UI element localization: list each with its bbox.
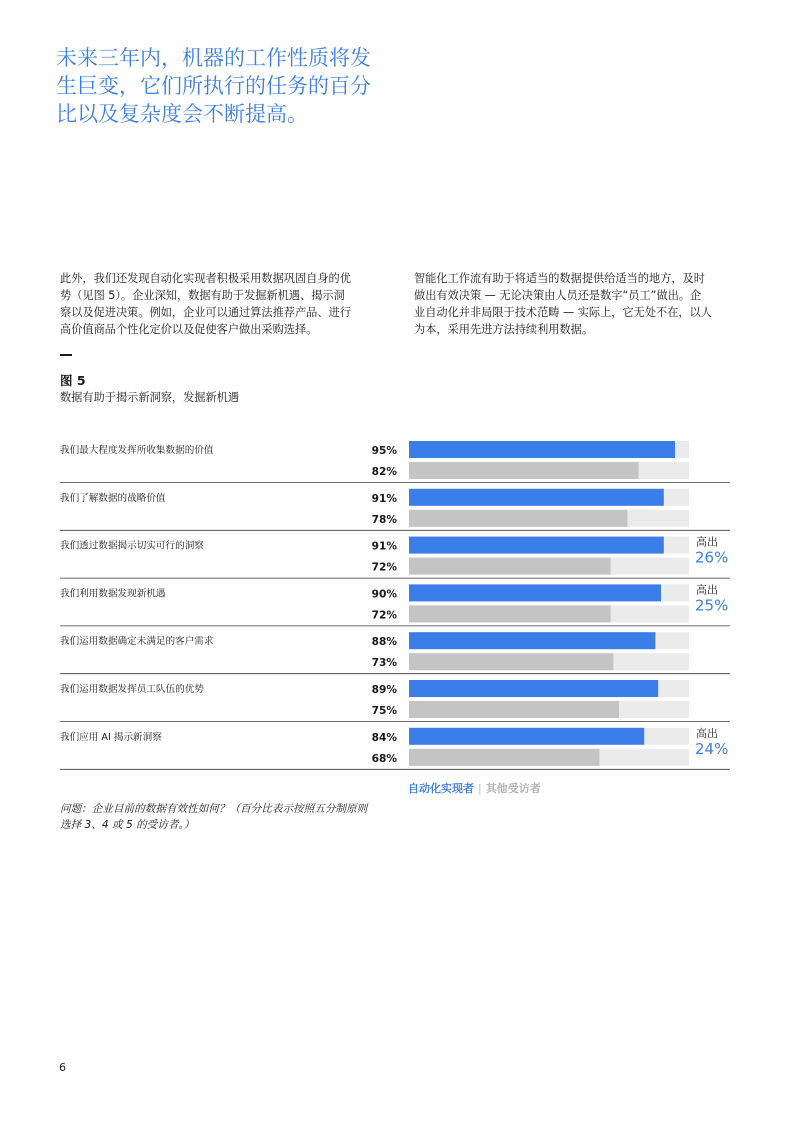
bar	[409, 701, 619, 718]
body-right-line: 做出有效决策 — 无论决策由人员还是数字“员工”做出。企	[414, 289, 702, 302]
data-label: 82%	[371, 466, 397, 478]
body-left-line: 此外，我们还发现自动化实现者积极采用数据巩固自身的优	[60, 272, 351, 285]
annotation-value: 25%	[695, 596, 729, 615]
body-left-line: 察以及促进决策。例如，企业可以通过算法推荐产品、进行	[60, 306, 351, 319]
figure-label: 图 5	[60, 373, 86, 388]
annotation-label: 高出	[696, 583, 718, 597]
category-label: 我们透过数据揭示切实可行的洞察	[60, 540, 204, 552]
data-label: 72%	[371, 561, 397, 574]
legend-item-other-respondents: 其他受访者	[485, 782, 541, 795]
headline-line-2: 生巨变，它们所执行的任务的百分	[56, 74, 371, 98]
bar	[409, 489, 664, 506]
data-label: 75%	[371, 705, 397, 717]
body-left-line: 高价值商品个性化定价以及促使客户做出采购选择。	[60, 323, 318, 336]
body-left-line: 势（见图 5）。企业深知，数据有助于发掘新机遇、揭示洞	[60, 289, 345, 302]
page-number: 6	[59, 1061, 66, 1074]
data-label: 90%	[371, 588, 397, 601]
data-label: 88%	[371, 636, 397, 649]
annotation-value: 24%	[695, 739, 729, 758]
data-label: 91%	[371, 492, 397, 505]
survey-question-note	[60, 801, 420, 833]
category-label: 我们最大程度发挥所收集数据的价值	[60, 445, 214, 456]
data-label: 68%	[371, 752, 397, 765]
headline-line-3: 比以及复杂度会不断提高。	[56, 102, 308, 126]
bar	[409, 605, 611, 622]
data-label: 89%	[371, 684, 397, 696]
legend-separator: |	[478, 782, 482, 795]
annotation-label: 高出	[696, 726, 718, 740]
bar	[409, 584, 661, 601]
annotation-label: 高出	[696, 535, 718, 549]
data-label: 73%	[371, 657, 397, 670]
body-right-line: 业自动化并非局限于技术范畴 — 实际上，它无处不在，以人	[414, 306, 712, 319]
bar	[409, 462, 639, 479]
legend-item-automation-achievers: 自动化实现者	[408, 782, 474, 795]
data-label: 95%	[371, 445, 397, 457]
bar	[409, 632, 655, 649]
body-right-line: 为本，采用先进方法持续利用数据。	[414, 323, 594, 336]
data-label: 72%	[371, 609, 397, 622]
bar	[409, 653, 613, 670]
annotation-value: 26%	[695, 548, 729, 567]
question-line-1: 问题：企业目前的数据有效性如何？（百分比表示按照五分制原则	[60, 803, 368, 815]
chart-legend	[408, 780, 541, 796]
headline-line-1: 未来三年内，机器的工作性质将发	[56, 46, 371, 70]
bar	[409, 441, 675, 458]
figure-subtitle: 数据有助于揭示新洞察，发掘新机遇	[60, 391, 240, 404]
category-label: 我们运用数据确定未满足的客户需求	[60, 636, 214, 648]
bar	[409, 728, 644, 745]
data-label: 78%	[371, 513, 397, 526]
category-label: 我们利用数据发现新机遇	[60, 588, 166, 600]
category-label: 我们了解数据的战略价值	[60, 492, 166, 504]
body-right-line: 智能化工作流有助于将适当的数据提供给适当的地方，及时	[414, 272, 705, 285]
data-label: 84%	[371, 731, 397, 744]
bar	[409, 680, 658, 697]
data-label: 91%	[371, 540, 397, 553]
category-label: 我们运用数据发挥员工队伍的优势	[60, 684, 204, 695]
category-label: 我们应用 AI 揭示新洞察	[60, 731, 162, 743]
question-line-2: 选择 3、4 或 5 的受访者。）	[60, 819, 195, 831]
bar	[409, 749, 599, 766]
bar	[409, 558, 611, 575]
bar	[409, 510, 627, 527]
bar	[409, 537, 664, 554]
